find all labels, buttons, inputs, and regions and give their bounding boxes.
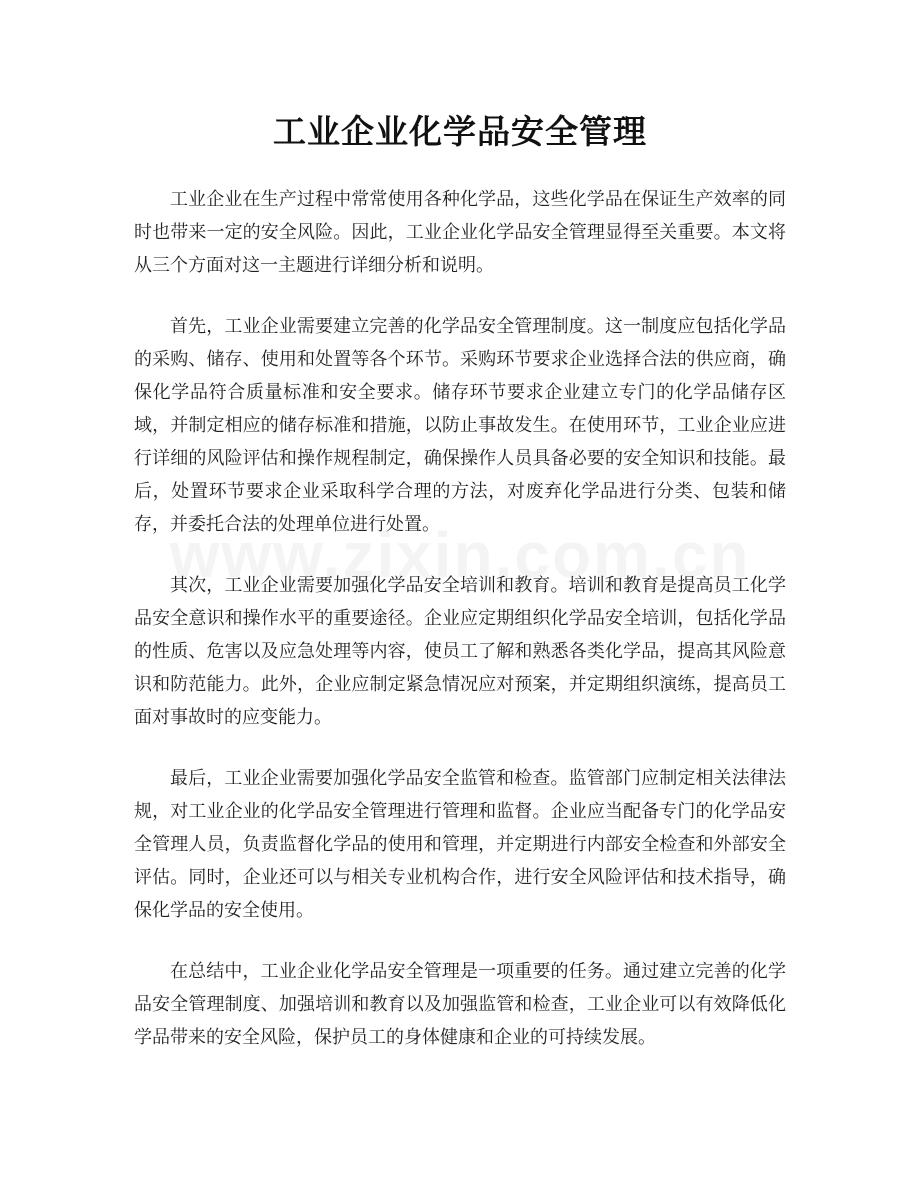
document-body (134, 183, 786, 1082)
paragraph-intro: 工业企业在生产过程中常常使用各种化学品，这些化学品在保证生产效率的同时也带来一定的安全风险。因此，工业企业化学品安全管理显得至关重要。本文将从三个方面对这一主题进行详细分析和说明。 (134, 189, 786, 276)
paragraph-training: 其次，工业企业需要加强化学品安全培训和教育。培训和教育是提高员工化学品安全意识和操作水平的重要途径。企业应定期组织化学品安全培训，包括化学品的性质、危害以及应急处理等内容，使员工了解和熟悉各类化学品，提高其风险意识和防范能力。此外，企业应制定紧急情况应对预案，并定期组织演练，提高员工面对事故时的应变能力。 (134, 575, 786, 728)
paragraph-management-system: 首先，工业企业需要建立完善的化学品安全管理制度。这一制度应包括化学品的采购、储存、使用和处置等各个环节。采购环节要求企业选择合法的供应商，确保化学品符合质量标准和安全要求。储存环节要求企业建立专门的化学品储存区域，并制定相应的储存标准和措施，以防止事故发生。在使用环节，工业企业应进行详细的风险评估和操作规程制定，确保操作人员具备必要的安全知识和技能。最后，处置环节要求企业采取科学合理的方法，对废弃化学品进行分类、包装和储存，并委托合法的处理单位进行处置。 (134, 316, 786, 535)
paragraph-supervision: 最后，工业企业需要加强化学品安全监管和检查。监管部门应制定相关法律法规，对工业企业的化学品安全管理进行管理和监督。企业应当配备专门的化学品安全管理人员，负责监督化学品的使用和管理，并定期进行内部安全检查和外部安全评估。同时，企业还可以与相关专业机构合作，进行安全风险评估和技术指导，确保化学品的安全使用。 (134, 768, 786, 921)
paragraph-conclusion: 在总结中，工业企业化学品安全管理是一项重要的任务。通过建立完善的化学品安全管理制度、加强培训和教育以及加强监管和检查，工业企业可以有效降低化学品带来的安全风险，保护员工的身体健康和企业的可持续发展。 (134, 961, 786, 1048)
document-title: 工业企业化学品安全管理 (273, 112, 647, 151)
